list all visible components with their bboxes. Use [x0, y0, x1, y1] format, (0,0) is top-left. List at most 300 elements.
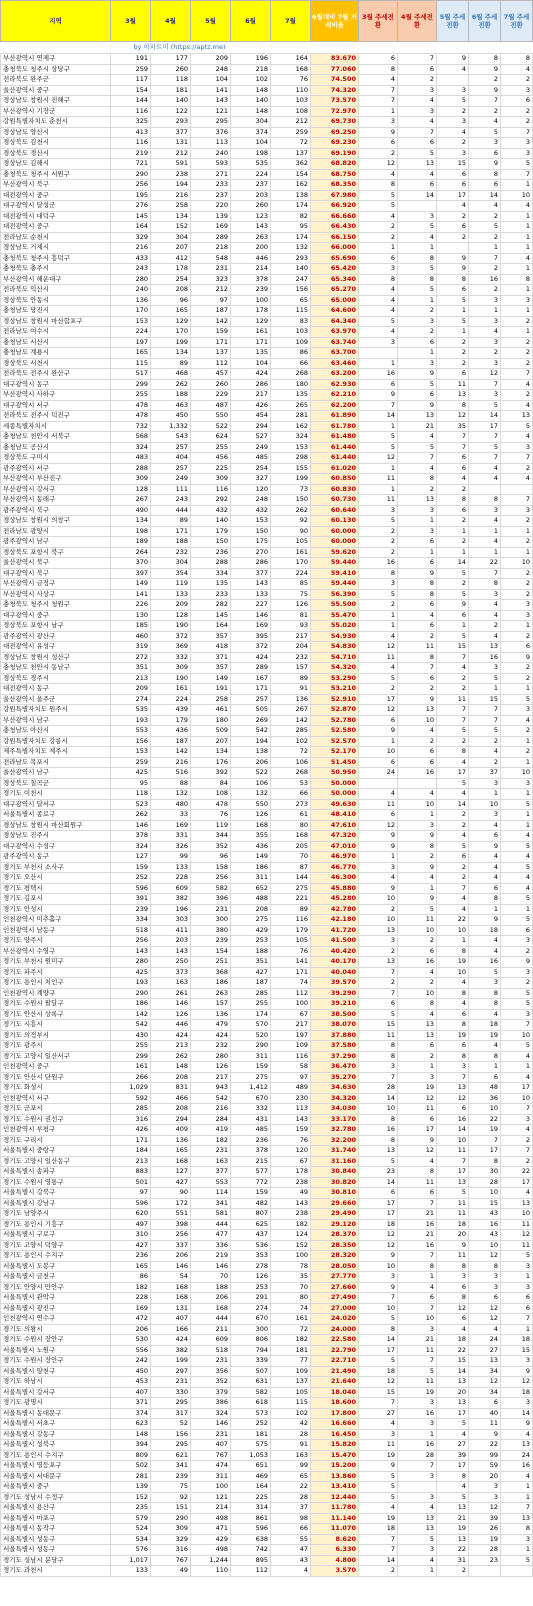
cell-m7: 262: [271, 505, 311, 516]
cell-m6: 807: [231, 1209, 271, 1220]
cell-r7: 3: [501, 505, 533, 516]
cell-ratio: 50.000: [311, 778, 359, 789]
cell-m4: 294: [151, 1114, 191, 1125]
cell-m3: 370: [111, 558, 151, 569]
cell-r3: 10: [359, 1303, 398, 1314]
cell-r7: 6: [501, 642, 533, 653]
cell-region: 울산광역시 북구: [1, 558, 111, 569]
table-row: [1, 1492, 533, 1503]
cell-m5: 140: [191, 516, 231, 527]
cell-m4: 178: [151, 264, 191, 275]
cell-m3: 556: [111, 1345, 151, 1356]
cell-r7: 1: [501, 1545, 533, 1556]
cell-m4: 238: [151, 169, 191, 180]
cell-m7: 109: [271, 337, 311, 348]
cell-m3: 182: [111, 1282, 151, 1293]
cell-region: 대구광역시 중구: [1, 610, 111, 621]
cell-m7: 136: [271, 694, 311, 705]
cell-r5: 1: [437, 936, 469, 947]
cell-m4: 382: [151, 894, 191, 905]
cell-r5: 12: [437, 411, 469, 422]
table-row: [1, 1555, 533, 1566]
cell-m3: 433: [111, 253, 151, 264]
cell-r6: 43: [469, 1209, 501, 1220]
cell-m5: 164: [191, 621, 231, 632]
cell-m4: 96: [151, 295, 191, 306]
table-row: [1, 453, 533, 464]
cell-m6: 542: [231, 726, 271, 737]
cell-region: 서울특별시 마포구: [1, 1513, 111, 1524]
cell-m4: 172: [151, 1198, 191, 1209]
cell-m7: 67: [271, 1009, 311, 1020]
cell-r7: 4: [501, 873, 533, 884]
cell-r5: 8: [437, 1020, 469, 1031]
cell-m6: 146: [231, 610, 271, 621]
cell-ratio: 69.250: [311, 127, 359, 138]
cell-r4: 5: [398, 379, 437, 390]
cell-r6: 13: [469, 642, 501, 653]
cell-m5: 479: [191, 1020, 231, 1031]
cell-region: 대전광역시 동구: [1, 684, 111, 695]
cell-r5: 14: [437, 1366, 469, 1377]
cell-r5: 17: [437, 1408, 469, 1419]
cell-m3: 145: [111, 211, 151, 222]
cell-r4: 8: [398, 474, 437, 485]
cell-r4: 5: [398, 148, 437, 159]
cell-m3: 95: [111, 778, 151, 789]
cell-r3: 8: [359, 180, 398, 191]
cell-m6: 132: [231, 789, 271, 800]
cell-m4: 767: [151, 1555, 191, 1566]
cell-m5: 444: [191, 1219, 231, 1230]
cell-r3: 3: [359, 579, 398, 590]
cell-r6: 7: [469, 453, 501, 464]
table-row: [1, 1251, 533, 1262]
cell-m4: 152: [151, 222, 191, 233]
cell-m6: 143: [231, 579, 271, 590]
cell-m5: 498: [191, 1513, 231, 1524]
cell-m5: 258: [191, 694, 231, 705]
table-body: [1, 54, 533, 1577]
cell-m3: 524: [111, 1524, 151, 1535]
cell-r7: [501, 1566, 533, 1577]
cell-r5: 35: [437, 421, 469, 432]
cell-region: 경상북도 경주시: [1, 673, 111, 684]
cell-m6: 432: [231, 505, 271, 516]
cell-r6: 11: [469, 1419, 501, 1430]
cell-ratio: 51.450: [311, 757, 359, 768]
cell-r4: 6: [398, 946, 437, 957]
cell-r6: 4: [469, 600, 501, 611]
cell-r4: 7: [398, 1303, 437, 1314]
cell-region: 서울특별시 서초구: [1, 1419, 111, 1430]
cell-ratio: 55.500: [311, 600, 359, 611]
cell-m5: 280: [191, 1051, 231, 1062]
cell-m3: 502: [111, 1461, 151, 1472]
cell-m6: 203: [231, 190, 271, 201]
table-row: [1, 610, 533, 621]
cell-m3: 394: [111, 1440, 151, 1451]
cell-region: 강원특별자치도 강릉시: [1, 736, 111, 747]
cell-r6: 1: [469, 1062, 501, 1073]
cell-r5: 2: [437, 1566, 469, 1577]
cell-region: 강원특별자치도 원주시: [1, 705, 111, 716]
cell-m4: 92: [151, 1492, 191, 1503]
cell-r4: 9: [398, 694, 437, 705]
cell-r7: 5: [501, 1041, 533, 1052]
cell-r5: 5: [437, 295, 469, 306]
cell-m4: 256: [151, 1230, 191, 1241]
cell-r6: 10: [469, 1104, 501, 1115]
cell-r7: 4: [501, 1188, 533, 1199]
cell-m3: 579: [111, 1513, 151, 1524]
cell-r7: 2: [501, 106, 533, 117]
cell-m3: 264: [111, 547, 151, 558]
cell-r6: 4: [469, 1041, 501, 1052]
cell-r6: 39: [469, 1513, 501, 1524]
cell-ratio: 48.410: [311, 810, 359, 821]
cell-region: 대구광역시 북구: [1, 568, 111, 579]
cell-m6: 285: [231, 988, 271, 999]
cell-m3: 149: [111, 579, 151, 590]
table-row: [1, 726, 533, 737]
cell-r6: 28: [469, 1545, 501, 1556]
cell-m4: 188: [151, 390, 191, 401]
cell-m5: 550: [191, 411, 231, 422]
cell-r5: 8: [437, 274, 469, 285]
cell-r6: 2: [469, 232, 501, 243]
table-row: [1, 1566, 533, 1577]
cell-r7: 4: [501, 1429, 533, 1440]
cell-m7: 97: [271, 1072, 311, 1083]
cell-region: 충청남도 당진시: [1, 306, 111, 317]
cell-m4: 129: [151, 316, 191, 327]
cell-r6: 2: [469, 285, 501, 296]
cell-m7: 265: [271, 400, 311, 411]
cell-r5: 17: [437, 1461, 469, 1472]
cell-r5: 1: [437, 547, 469, 558]
cell-ratio: 12.440: [311, 1492, 359, 1503]
cell-m6: 159: [231, 1188, 271, 1199]
cell-m3: 127: [111, 852, 151, 863]
cell-m5: 380: [191, 925, 231, 936]
table-row: [1, 1177, 533, 1188]
cell-ratio: 59.620: [311, 547, 359, 558]
cell-r7: 15: [501, 1345, 533, 1356]
table-row: [1, 390, 533, 401]
cell-region: 대전광역시 중구: [1, 222, 111, 233]
cell-m7: 109: [271, 1366, 311, 1377]
table-row: [1, 1366, 533, 1377]
cell-m7: 72: [271, 1324, 311, 1335]
table-row: [1, 1303, 533, 1314]
cell-m7: 178: [271, 1167, 311, 1178]
cell-m7: 143: [271, 1198, 311, 1209]
cell-m7: 55: [271, 1534, 311, 1545]
cell-m7: 281: [271, 411, 311, 422]
cell-m7: 162: [271, 421, 311, 432]
cell-m5: 309: [191, 474, 231, 485]
cell-m5: 407: [191, 1440, 231, 1451]
cell-r5: 2: [437, 358, 469, 369]
cell-region: 경기도 부천시 소사구: [1, 862, 111, 873]
cell-m7: 138: [271, 190, 311, 201]
cell-m7: 42: [271, 1419, 311, 1430]
cell-r7: 2: [501, 673, 533, 684]
cell-m3: 427: [111, 1240, 151, 1251]
cell-r3: 19: [359, 1513, 398, 1524]
cell-m5: 239: [191, 936, 231, 947]
cell-m6: 1,412: [231, 1083, 271, 1094]
cell-r6: 48: [469, 1083, 501, 1094]
cell-r5: 3: [437, 148, 469, 159]
cell-m5: 240: [191, 148, 231, 159]
cell-m5: 357: [191, 631, 231, 642]
table-row: [1, 915, 533, 926]
cell-m3: 483: [111, 453, 151, 464]
table-row: [1, 957, 533, 968]
cell-r4: 5: [398, 442, 437, 453]
cell-r6: 3: [469, 358, 501, 369]
cell-region: 충청남도 천안시 동남구: [1, 663, 111, 674]
cell-m5: 478: [191, 799, 231, 810]
cell-r6: 18: [469, 1020, 501, 1031]
table-row: [1, 232, 533, 243]
cell-r7: 1: [501, 211, 533, 222]
cell-m3: 153: [111, 747, 151, 758]
cell-region: 경기도 광명시: [1, 1398, 111, 1409]
cell-m3: 252: [111, 873, 151, 884]
cell-m3: 490: [111, 505, 151, 516]
cell-m5: 357: [191, 663, 231, 674]
cell-m3: 130: [111, 610, 151, 621]
cell-r3: 4: [359, 1503, 398, 1514]
cell-r7: 5: [501, 999, 533, 1010]
cell-r4: 12: [398, 1093, 437, 1104]
cell-r6: 19: [469, 1030, 501, 1041]
cell-region: 경기도 용인시 수지구: [1, 1450, 111, 1461]
cell-m6: 454: [231, 411, 271, 422]
cell-m4: 161: [151, 684, 191, 695]
table-row: [1, 85, 533, 96]
cell-r6: 4: [469, 946, 501, 957]
cell-m5: 168: [191, 1303, 231, 1314]
cell-r3: 11: [359, 474, 398, 485]
cell-m4: 134: [151, 211, 191, 222]
cell-r4: 6: [398, 1188, 437, 1199]
cell-region: 전라북도 전주시 덕진구: [1, 411, 111, 422]
table-row: [1, 1419, 533, 1430]
cell-region: 인천광역시 중구: [1, 1062, 111, 1073]
cell-m5: 112: [191, 358, 231, 369]
cell-m5: 169: [191, 222, 231, 233]
table-row: [1, 894, 533, 905]
cell-m3: 299: [111, 1051, 151, 1062]
cell-m6: 143: [231, 222, 271, 233]
cell-r6: 19: [469, 1534, 501, 1545]
cell-m7: 197: [271, 1030, 311, 1041]
cell-m4: 411: [151, 925, 191, 936]
cell-region: 경상남도 양산시: [1, 127, 111, 138]
cell-region: 인천광역시 연수구: [1, 1314, 111, 1325]
cell-ratio: 62.200: [311, 400, 359, 411]
table-row: [1, 1335, 533, 1346]
cell-m5: 260: [191, 379, 231, 390]
cell-m5: 292: [191, 495, 231, 506]
table-row: [1, 1429, 533, 1440]
cell-r3: 5: [359, 1471, 398, 1482]
cell-r3: 4: [359, 631, 398, 642]
cell-m7: 35: [271, 1272, 311, 1283]
cell-r7: 6: [501, 1303, 533, 1314]
cell-r5: 2: [437, 810, 469, 821]
cell-m3: 159: [111, 862, 151, 873]
cell-m3: 391: [111, 894, 151, 905]
cell-r7: 3: [501, 1282, 533, 1293]
cell-r7: 5: [501, 862, 533, 873]
cell-r6: 3: [469, 1482, 501, 1493]
table-row: [1, 621, 533, 632]
cell-m3: 623: [111, 1419, 151, 1430]
cell-ratio: 60.000: [311, 526, 359, 537]
cell-r5: 6: [437, 453, 469, 464]
cell-r6: 19: [469, 1125, 501, 1136]
cell-region: 인천광역시 미추홀구: [1, 915, 111, 926]
cell-ratio: 54.320: [311, 663, 359, 674]
table-row: [1, 264, 533, 275]
cell-r6: 5: [469, 967, 501, 978]
cell-r7: 8: [501, 274, 533, 285]
cell-r5: 2: [437, 484, 469, 495]
table-row: [1, 1093, 533, 1104]
cell-m7: 150: [271, 495, 311, 506]
header-month-5: 5월: [191, 1, 231, 42]
cell-ratio: 39.210: [311, 999, 359, 1010]
cell-m5: 179: [191, 526, 231, 537]
cell-m6: 129: [231, 316, 271, 327]
table-row: [1, 673, 533, 684]
cell-r4: 2: [398, 75, 437, 86]
cell-ratio: 63.740: [311, 337, 359, 348]
cell-r5: 2: [437, 736, 469, 747]
header-rank-6: 6월 주세전환: [469, 1, 501, 42]
cell-m3: 518: [111, 925, 151, 936]
cell-r5: 2: [437, 862, 469, 873]
cell-m5: 300: [191, 915, 231, 926]
cell-r4: 10: [398, 715, 437, 726]
cell-region: 대구광역시 수성구: [1, 841, 111, 852]
cell-ratio: 65.690: [311, 253, 359, 264]
cell-r4: 8: [398, 1167, 437, 1178]
cell-region: 경기도 수원시 장안구: [1, 1356, 111, 1367]
cell-m6: 794: [231, 1345, 271, 1356]
cell-r7: 4: [501, 715, 533, 726]
cell-r5: 5: [437, 1188, 469, 1199]
cell-region: 대구광역시 달성군: [1, 201, 111, 212]
cell-m3: 371: [111, 1398, 151, 1409]
cell-r5: 6: [437, 1282, 469, 1293]
cell-r6: 6: [469, 1398, 501, 1409]
cell-m5: 216: [191, 1104, 231, 1115]
cell-r6: 17: [469, 1146, 501, 1157]
cell-r3: 7: [359, 1072, 398, 1083]
cell-ratio: 77.060: [311, 64, 359, 75]
cell-r7: 2: [501, 463, 533, 474]
cell-region: 부산광역시 남구: [1, 715, 111, 726]
cell-r3: 7: [359, 988, 398, 999]
cell-r7: [501, 484, 533, 495]
cell-m7: 74: [271, 978, 311, 989]
cell-m5: 158: [191, 862, 231, 873]
cell-r4: 7: [398, 1198, 437, 1209]
cell-r3: 2: [359, 1566, 398, 1577]
table-row: [1, 1114, 533, 1125]
cell-ratio: 18.040: [311, 1387, 359, 1398]
cell-r4: 4: [398, 1156, 437, 1167]
cell-r4: 5: [398, 222, 437, 233]
cell-r7: 1: [501, 232, 533, 243]
cell-r3: 18: [359, 1366, 398, 1377]
cell-r4: 9: [398, 894, 437, 905]
cell-region: 경기도 안성시: [1, 904, 111, 915]
table-row: [1, 1513, 533, 1524]
cell-m3: 185: [111, 621, 151, 632]
cell-r6: 43: [469, 1230, 501, 1241]
cell-m3: 472: [111, 1314, 151, 1325]
cell-m7: 362: [271, 159, 311, 170]
cell-m6: 582: [231, 1387, 271, 1398]
cell-r7: 1: [501, 757, 533, 768]
cell-m5: 139: [191, 211, 231, 222]
cell-m3: 186: [111, 999, 151, 1010]
table-row: [1, 316, 533, 327]
cell-m4: 290: [151, 1513, 191, 1524]
cell-r6: 1: [469, 306, 501, 317]
cell-m4: 262: [151, 1051, 191, 1062]
cell-m4: 372: [151, 631, 191, 642]
cell-r7: 2: [501, 579, 533, 590]
cell-m3: 156: [111, 736, 151, 747]
cell-r6: 8: [469, 988, 501, 999]
cell-r7: 5: [501, 841, 533, 852]
cell-m4: 126: [151, 1009, 191, 1020]
cell-ratio: 29.660: [311, 1198, 359, 1209]
cell-r6: 99: [469, 1450, 501, 1461]
cell-region: 경상북도 김천시: [1, 138, 111, 149]
cell-r5: 8: [437, 1293, 469, 1304]
cell-ratio: 38.500: [311, 1009, 359, 1020]
cell-m7: 100: [271, 1251, 311, 1262]
cell-r7: 3: [501, 1398, 533, 1409]
cell-r5: 7: [437, 442, 469, 453]
table-row: [1, 715, 533, 726]
header-rank-5: 5월 주세전환: [437, 1, 469, 42]
cell-r6: 4: [469, 474, 501, 485]
cell-r6: 7: [469, 96, 501, 107]
cell-m7: 163: [271, 1450, 311, 1461]
cell-r4: 6: [398, 1293, 437, 1304]
cell-r6: 8: [469, 579, 501, 590]
cell-m6: 505: [231, 705, 271, 716]
cell-region: 경상남도 창원시 마산합포구: [1, 316, 111, 327]
cell-ratio: 52.570: [311, 736, 359, 747]
cell-region: 전라북도 완주군: [1, 75, 111, 86]
cell-r4: 3: [398, 1545, 437, 1556]
cell-r7: 10: [501, 768, 533, 779]
cell-r7: 1: [501, 222, 533, 233]
cell-r7: 2: [501, 978, 533, 989]
cell-m4: 1,332: [151, 421, 191, 432]
